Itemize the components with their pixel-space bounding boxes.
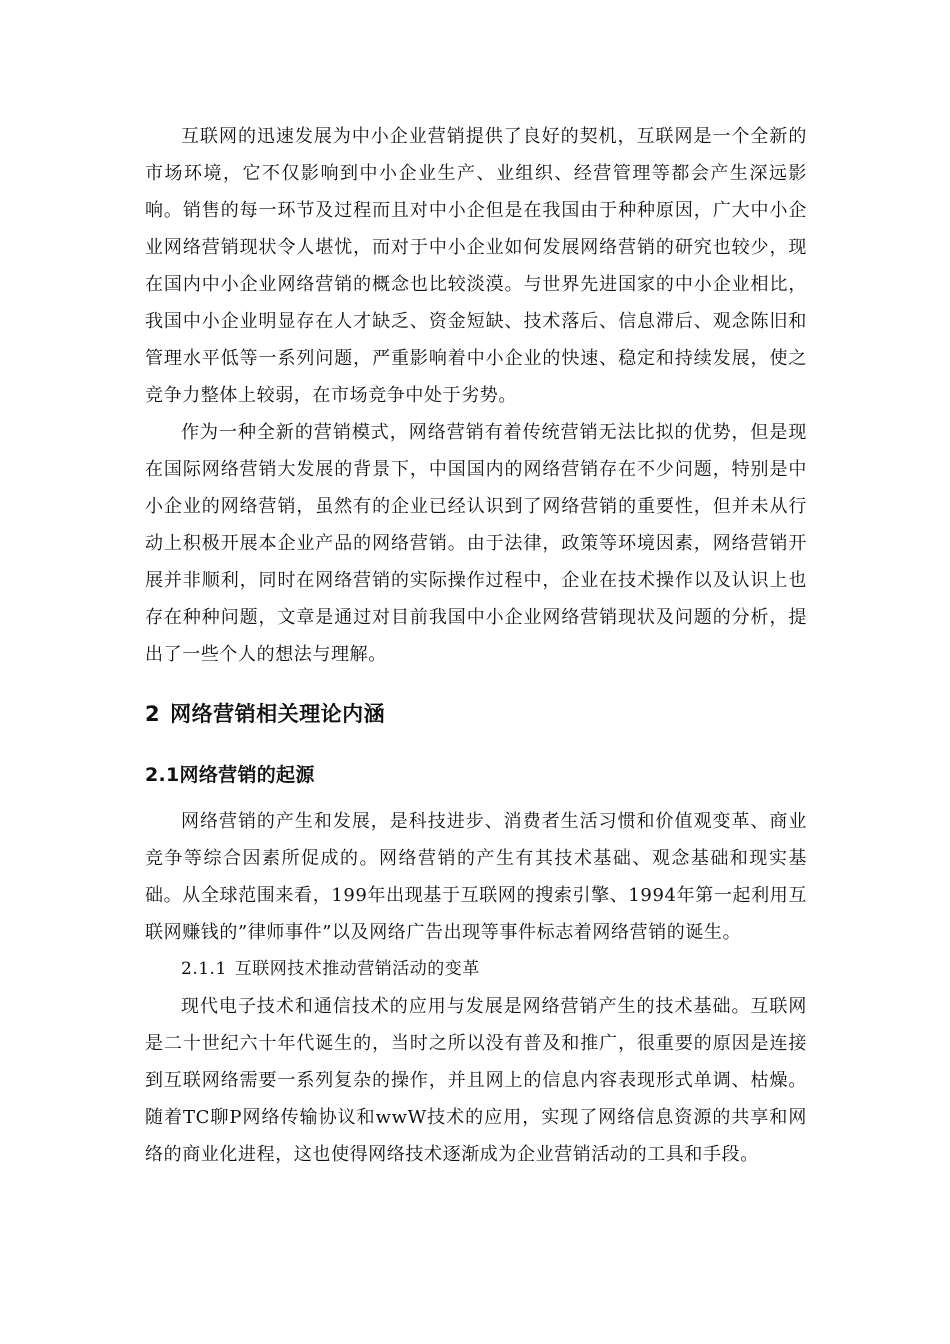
section-2-number: 2 [145, 702, 161, 726]
intro-paragraph-2: 作为一种全新的营销模式，网络营销有着传统营销无法比拟的优势，但是现在国际网络营销大发展的背景下，中国国内的网络营销存在不少问题，特别是中小企业的网络营销，虽然有的企业已经认识到了网络营销的重要性，但并未从行动上积极开展本企业产品的网络营销。由于法律，政策等环境因素，网络营销开展并非顺利，同时在网络营销的实际操作过程中，企业在技术操作以及认识上也存在种种问题，文章是通过对目前我国中小企业网络营销现状及问题的分析，提出了一些个人的想法与理解。 [145, 422, 807, 665]
section-2-1-paragraph: 网络营销的产生和发展，是科技进步、消费者生活习惯和价值观变革、商业竞争等综合因素所促成的。网络营销的产生有其技术基础、观念基础和现实基础。从全球范围来看，199年出现基于互联网的搜索引擎、1994年第一起利用互联网赚钱的”律师事件”以及网络广告出现等事件标志着网络营销的诞生。 [145, 811, 807, 943]
document-content [145, 118, 807, 1173]
section-2-1-1-title: 互联网技术推动营销活动的变革 [234, 959, 480, 979]
section-2-1-1-paragraph: 现代电子技术和通信技术的应用与发展是网络营销产生的技术基础。互联网是二十世纪六十年代诞生的，当时之所以没有普及和推广，很重要的原因是连接到互联网络需要一系列复杂的操作，并且网上的信息内容表现形式单调、枯燥。随着TC聊P网络传输协议和wwW技术的应用，实现了网络信息资源的共享和网络的商业化进程，这也使得网络技术逐渐成为企业营销活动的工具和手段。 [145, 996, 807, 1165]
section-2-1-heading: 2.1网络营销的起源 [145, 764, 315, 786]
section-2-1-1-number: 2.1.1 [181, 959, 227, 979]
intro-paragraph-1: 互联网的迅速发展为中小企业营销提供了良好的契机，互联网是一个全新的市场环境，它不仅影响到中小企业生产、业组织、经营管理等都会产生深远影响。销售的每一环节及过程而且对中小企但是在我国由于种种原因，广大中小企业网络营销现状令人堪忧，而对于中小企业如何发展网络营销的研究也较少，现在国内中小企业网络营销的概念也比较淡漠。与世界先进国家的中小企业相比，我国中小企业明显存在人才缺乏、资金短缺、技术落后、信息滞后、观念陈旧和管理水平低等一系列问题，严重影响着中小企业的快速、稳定和持续发展，使之竞争力整体上较弱，在市场竞争中处于劣势。 [145, 126, 807, 406]
section-2-heading [145, 699, 807, 729]
section-2-1-1-heading [145, 951, 807, 988]
section-2-title: 网络营销相关理论内涵 [170, 702, 386, 726]
